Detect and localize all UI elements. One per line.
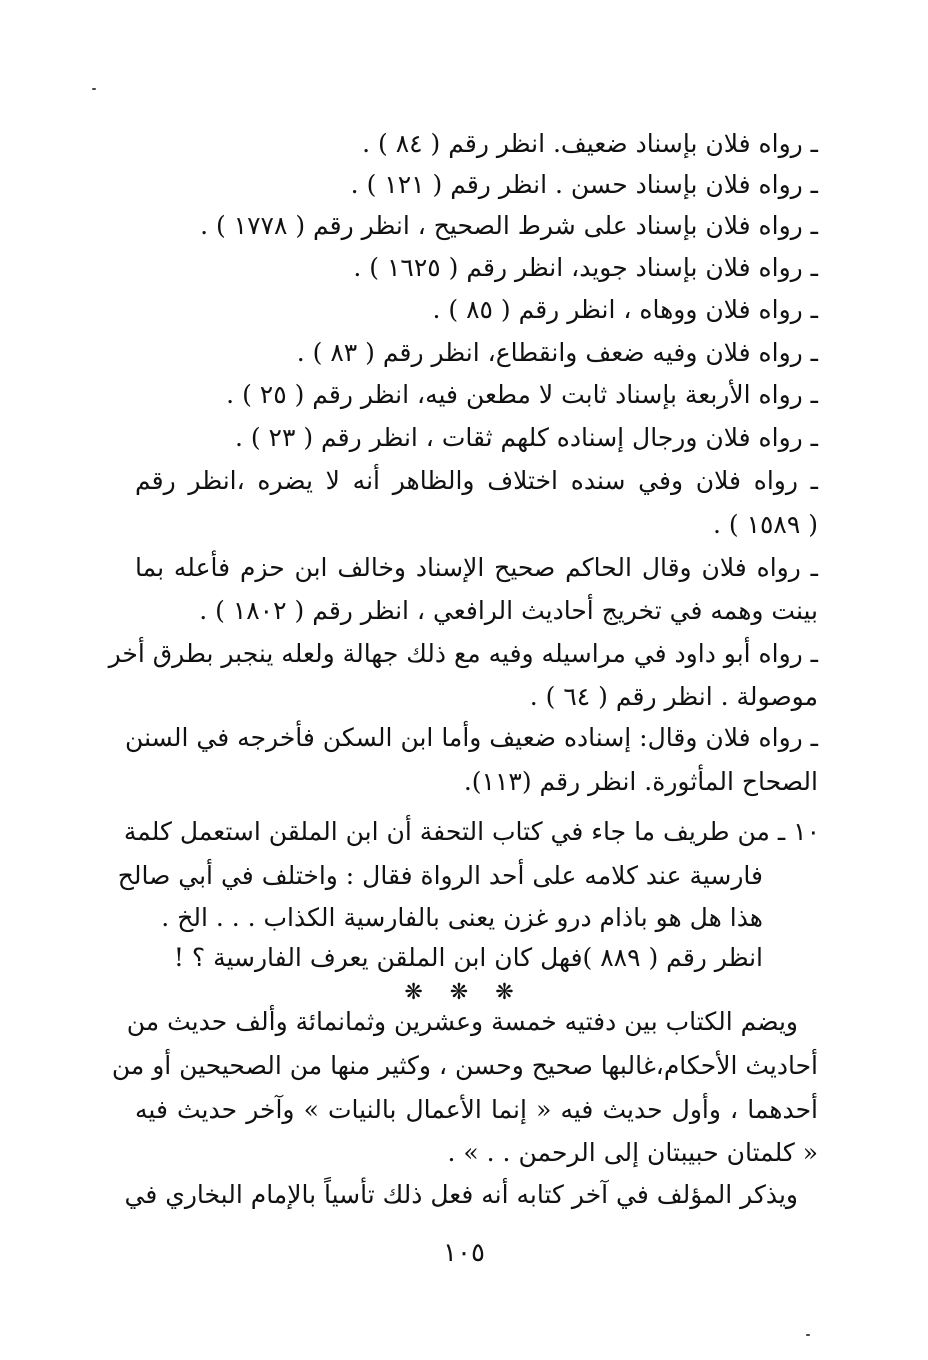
text-line: ـ رواه فلان بإسناد حسن . انظر رقم ( ١٢١ ) .	[350, 170, 818, 199]
paragraph-line: ويذكر المؤلف في آخر كتابه أنه فعل ذلك تأسياً بالإمام البخاري في	[124, 1180, 798, 1209]
text-line: موصولة . انظر رقم ( ٦٤ ) .	[529, 682, 818, 711]
numbered-item-10: ١٠ ـ من طريف ما جاء في كتاب التحفة أن ابن الملقن استعمل كلمة	[123, 817, 820, 846]
scan-speck	[92, 88, 96, 90]
text-line: الصحاح المأثورة. انظر رقم (١١٣).	[463, 767, 818, 796]
text-line: ـ رواه فلان وفي سنده اختلاف والظاهر أنه لا يضره ،انظر رقم	[135, 466, 818, 495]
text-line: هذا هل هو باذام درو غزن يعنى بالفارسية الكذاب . . . الخ .	[161, 903, 763, 932]
text-line: ـ رواه فلان وفيه ضعف وانقطاع، انظر رقم ( ٨٣ ) .	[296, 338, 818, 367]
text-line: ـ رواه فلان بإسناد جويد، انظر رقم ( ١٦٢٥ ) .	[353, 253, 818, 282]
paragraph-line: أحدهما ، وأول حديث فيه « إنما الأعمال بالنيات » وآخر حديث فيه	[135, 1095, 818, 1124]
text-line: فارسية عند كلامه على أحد الرواة فقال : واختلف في أبي صالح	[117, 861, 763, 890]
text-line: انظر رقم ( ٨٨٩ )فهل كان ابن الملقن يعرف الفارسية ؟ !	[173, 943, 763, 972]
text-line: ـ رواه فلان ووهاه ، انظر رقم ( ٨٥ ) .	[432, 295, 818, 324]
text-line: ـ رواه فلان بإسناد ضعيف. انظر رقم ( ٨٤ ) .	[362, 129, 818, 158]
text-line: ـ رواه الأربعة بإسناد ثابت لا مطعن فيه، انظر رقم ( ٢٥ ) .	[226, 380, 818, 409]
text-line: ـ رواه فلان بإسناد على شرط الصحيح ، انظر رقم ( ١٧٧٨ ) .	[200, 211, 818, 240]
page-number: ١٠٥	[443, 1238, 485, 1268]
paragraph-line: أحاديث الأحكام،غالبها صحيح وحسن ، وكثير منها من الصحيحين أو من	[111, 1051, 818, 1080]
text-line: ـ رواه أبو داود في مراسيله وفيه مع ذلك جهالة ولعله ينجبر بطرق أخر	[108, 639, 818, 668]
text-line: بينت وهمه في تخريج أحاديث الرافعي ، انظر رقم ( ١٨٠٢ ) .	[199, 596, 818, 625]
paragraph-line: ويضم الكتاب بين دفتيه خمسة وعشرين وثمانمائة وألف حديث من	[126, 1007, 798, 1036]
paragraph-line: « كلمتان حبيبتان إلى الرحمن . . » .	[447, 1138, 818, 1167]
text-line: ـ رواه فلان وقال: إسناده ضعيف وأما ابن السكن فأخرجه في السنن	[125, 723, 818, 752]
text-line: ـ رواه فلان وقال الحاكم صحيح الإسناد وخالف ابن حزم فأعله بما	[135, 553, 818, 582]
scan-speck	[806, 1334, 810, 1336]
text-line: ـ رواه فلان ورجال إسناده كلهم ثقات ، انظر رقم ( ٢٣ ) .	[234, 423, 818, 452]
section-separator: ❋ ❋ ❋	[404, 980, 524, 1005]
text-line: ( ١٥٨٩ ) .	[712, 510, 818, 539]
